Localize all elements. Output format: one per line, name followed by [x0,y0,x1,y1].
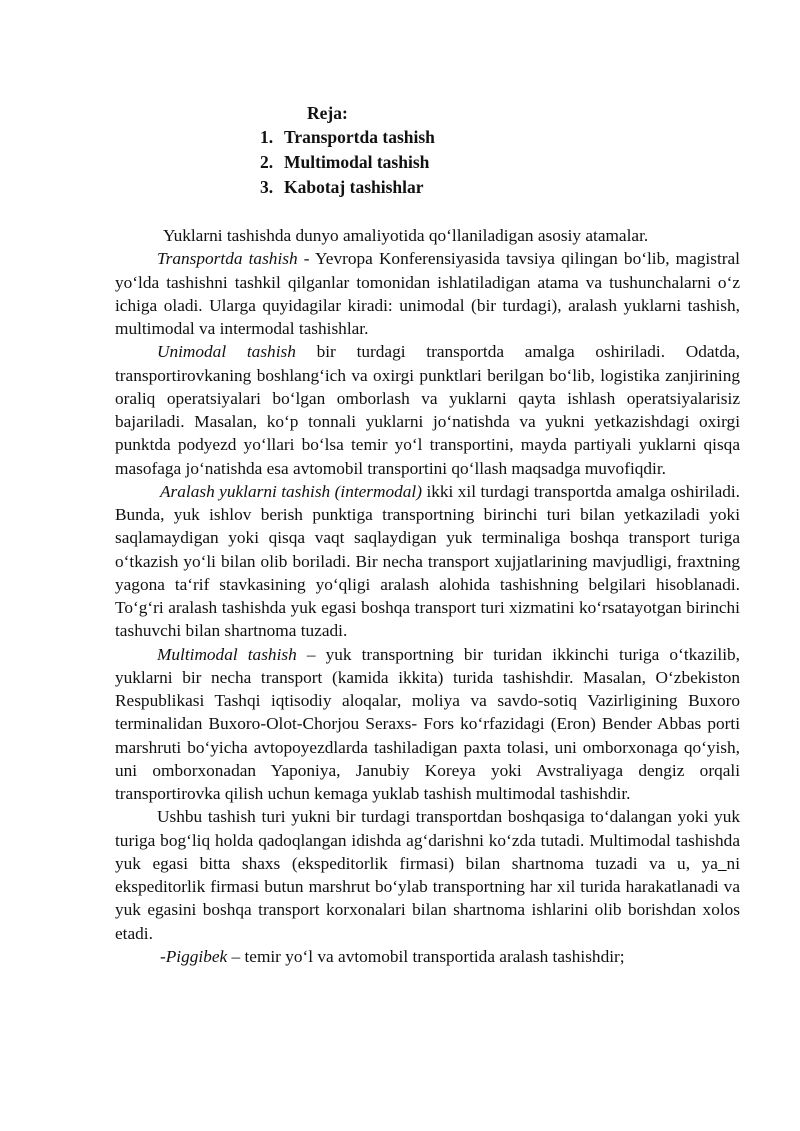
plan-item-label: Transportda tashish [284,127,435,147]
plan-list [260,125,435,200]
paragraph-text: Yuklarni tashishda dunyo amaliyotida qo‘llaniladigan asosiy atamalar. [163,226,649,245]
paragraph-unimodal-tashish [115,340,740,480]
paragraph-text: ni ekspeditorlik firmasi butun marshrut bo‘ylab transportning har xil turida harakatlanadi va yuk egasini boshqa transport korxonalari bilan shartnoma ishlarini olib borishdan xolos etadi. [115,853,740,943]
paragraph-text: bir turdagi transportda amalga oshiriladi. Odatda, transportirovkaning boshlang‘ich va oxirgi punktlari berilgan bo‘lib, logistika zanjirining oraliq operatsiyalari bo‘lgan omborlash va yuklarni qayta ishlash operatsiyalarisiz bajariladi. Masalan, ko‘p tonnali yuklarni jo‘natishda va yukni yetkazishdagi oxirgi punktda podyezd yo‘llari bo‘lsa temir yo‘l transportini, mayda partiyali yuklarni qisqa masofaga jo‘natishda esa avtomobil transportini qo‘llash maqsadga muvofiqdir. [115,342,740,478]
paragraph-transportda-tashish [115,247,740,340]
plan-item-label: Multimodal tashish [284,152,430,172]
plan-title: Reja: [307,103,348,123]
term-piggibek: -Piggibek [160,946,228,966]
plan-item-number: 2. [260,152,274,172]
plan-item-label: Kabotaj tashishlar [284,177,424,197]
paragraph-text: – yuk transportning bir turidan ikkinchi turiga o‘tkazilib, yuklarni bir necha transport (kamida ikkita) turida tashishdir. Masalan, O‘zbekiston Respublikasi Tashqi iqtisodiy aloqalar, moliya va savdo-sotiq Vazirligining Buxoro terminalidan Buxoro-Olot-Chorjou Seraxs- Fors ko‘rfazidagi (Eron) Bender Abbas porti marshruti bo‘yicha avtopoyezdlarda tashiladigan paxta tolasi, uni omborxonaga qo‘yish, uni omborxonadan Yaponiya, Janubiy Koreya yoki Avstraliyaga dengiz orqali transportirovka qilish uchun kemaga yuklab tashish multimodal tashishdir. [115,644,740,803]
paragraph-text: Ushbu tashish turi yukni bir turdagi transportdan boshqasiga to‘dalangan yoki yuk turiga bog‘liq holda qadoqlangan idishda ag‘darishni ko‘zda tutadi. Multimodal tashishda yuk egasi bitta shaxs (ekspeditorlik firmasi) bilan shartnoma tuzadi va u, ya [115,807,740,873]
paragraph-piggibek [115,945,740,968]
paragraph-text: – temir yo‘l va avtomobil transportida aralash tashishdir; [227,946,625,966]
plan-item [260,175,435,200]
term-aralash-tashish: Aralash yuklarni tashish (intermodal) [160,481,422,501]
paragraph-multimodal-tashish [115,643,740,806]
term-transportda-tashish: Transportda tashish [157,249,298,269]
paragraph-intro [115,224,740,247]
plan-item-number: 1. [260,127,274,147]
paragraph-aralash-tashish [115,480,740,643]
paragraph-ushbu-tashish [115,805,740,945]
paragraph-underscore: _ [717,853,727,873]
term-unimodal-tashish: Unimodal tashish [157,342,296,362]
paragraph-text: - Yevropa Konferensiyasida tavsiya qilingan bo‘lib, magistral yo‘lda tashishni tashkil qilganlar tomonidan ishlatiladigan atama va tushunchalarni o‘z ichiga oladi. Ularga quyidagilar kiradi: unimodal (bir turdagi), aralash yuklarni tashish, multimodal va intermodal tashishlar. [115,249,740,338]
body-text [115,224,740,968]
plan-item-number: 3. [260,177,274,197]
plan-item [260,150,435,175]
term-multimodal-tashish: Multimodal tashish [157,644,297,664]
paragraph-text: ikki xil turdagi transportda amalga oshiriladi. Bunda, yuk ishlov berish punktiga transportning birinchi turi bilan yetkaziladi yoki saqlamaydigan yoki qisqa vaqt saqlaydigan yuk terminaliga boshqa transport turiga o‘tkazish yo‘li bilan olib boriladi. Bir necha transport xujjatlarining mavjudligi, fraxtning yagona ta‘rif stavkasining yo‘qligi aralash alohida tashishning belgilari hisoblanadi. To‘g‘ri aralash tashishda yuk egasi boshqa transport turi xizmatini ko‘rsatayotgan birinchi tashuvchi bilan shartnoma tuzadi. [115,481,741,641]
plan-item [260,125,435,150]
